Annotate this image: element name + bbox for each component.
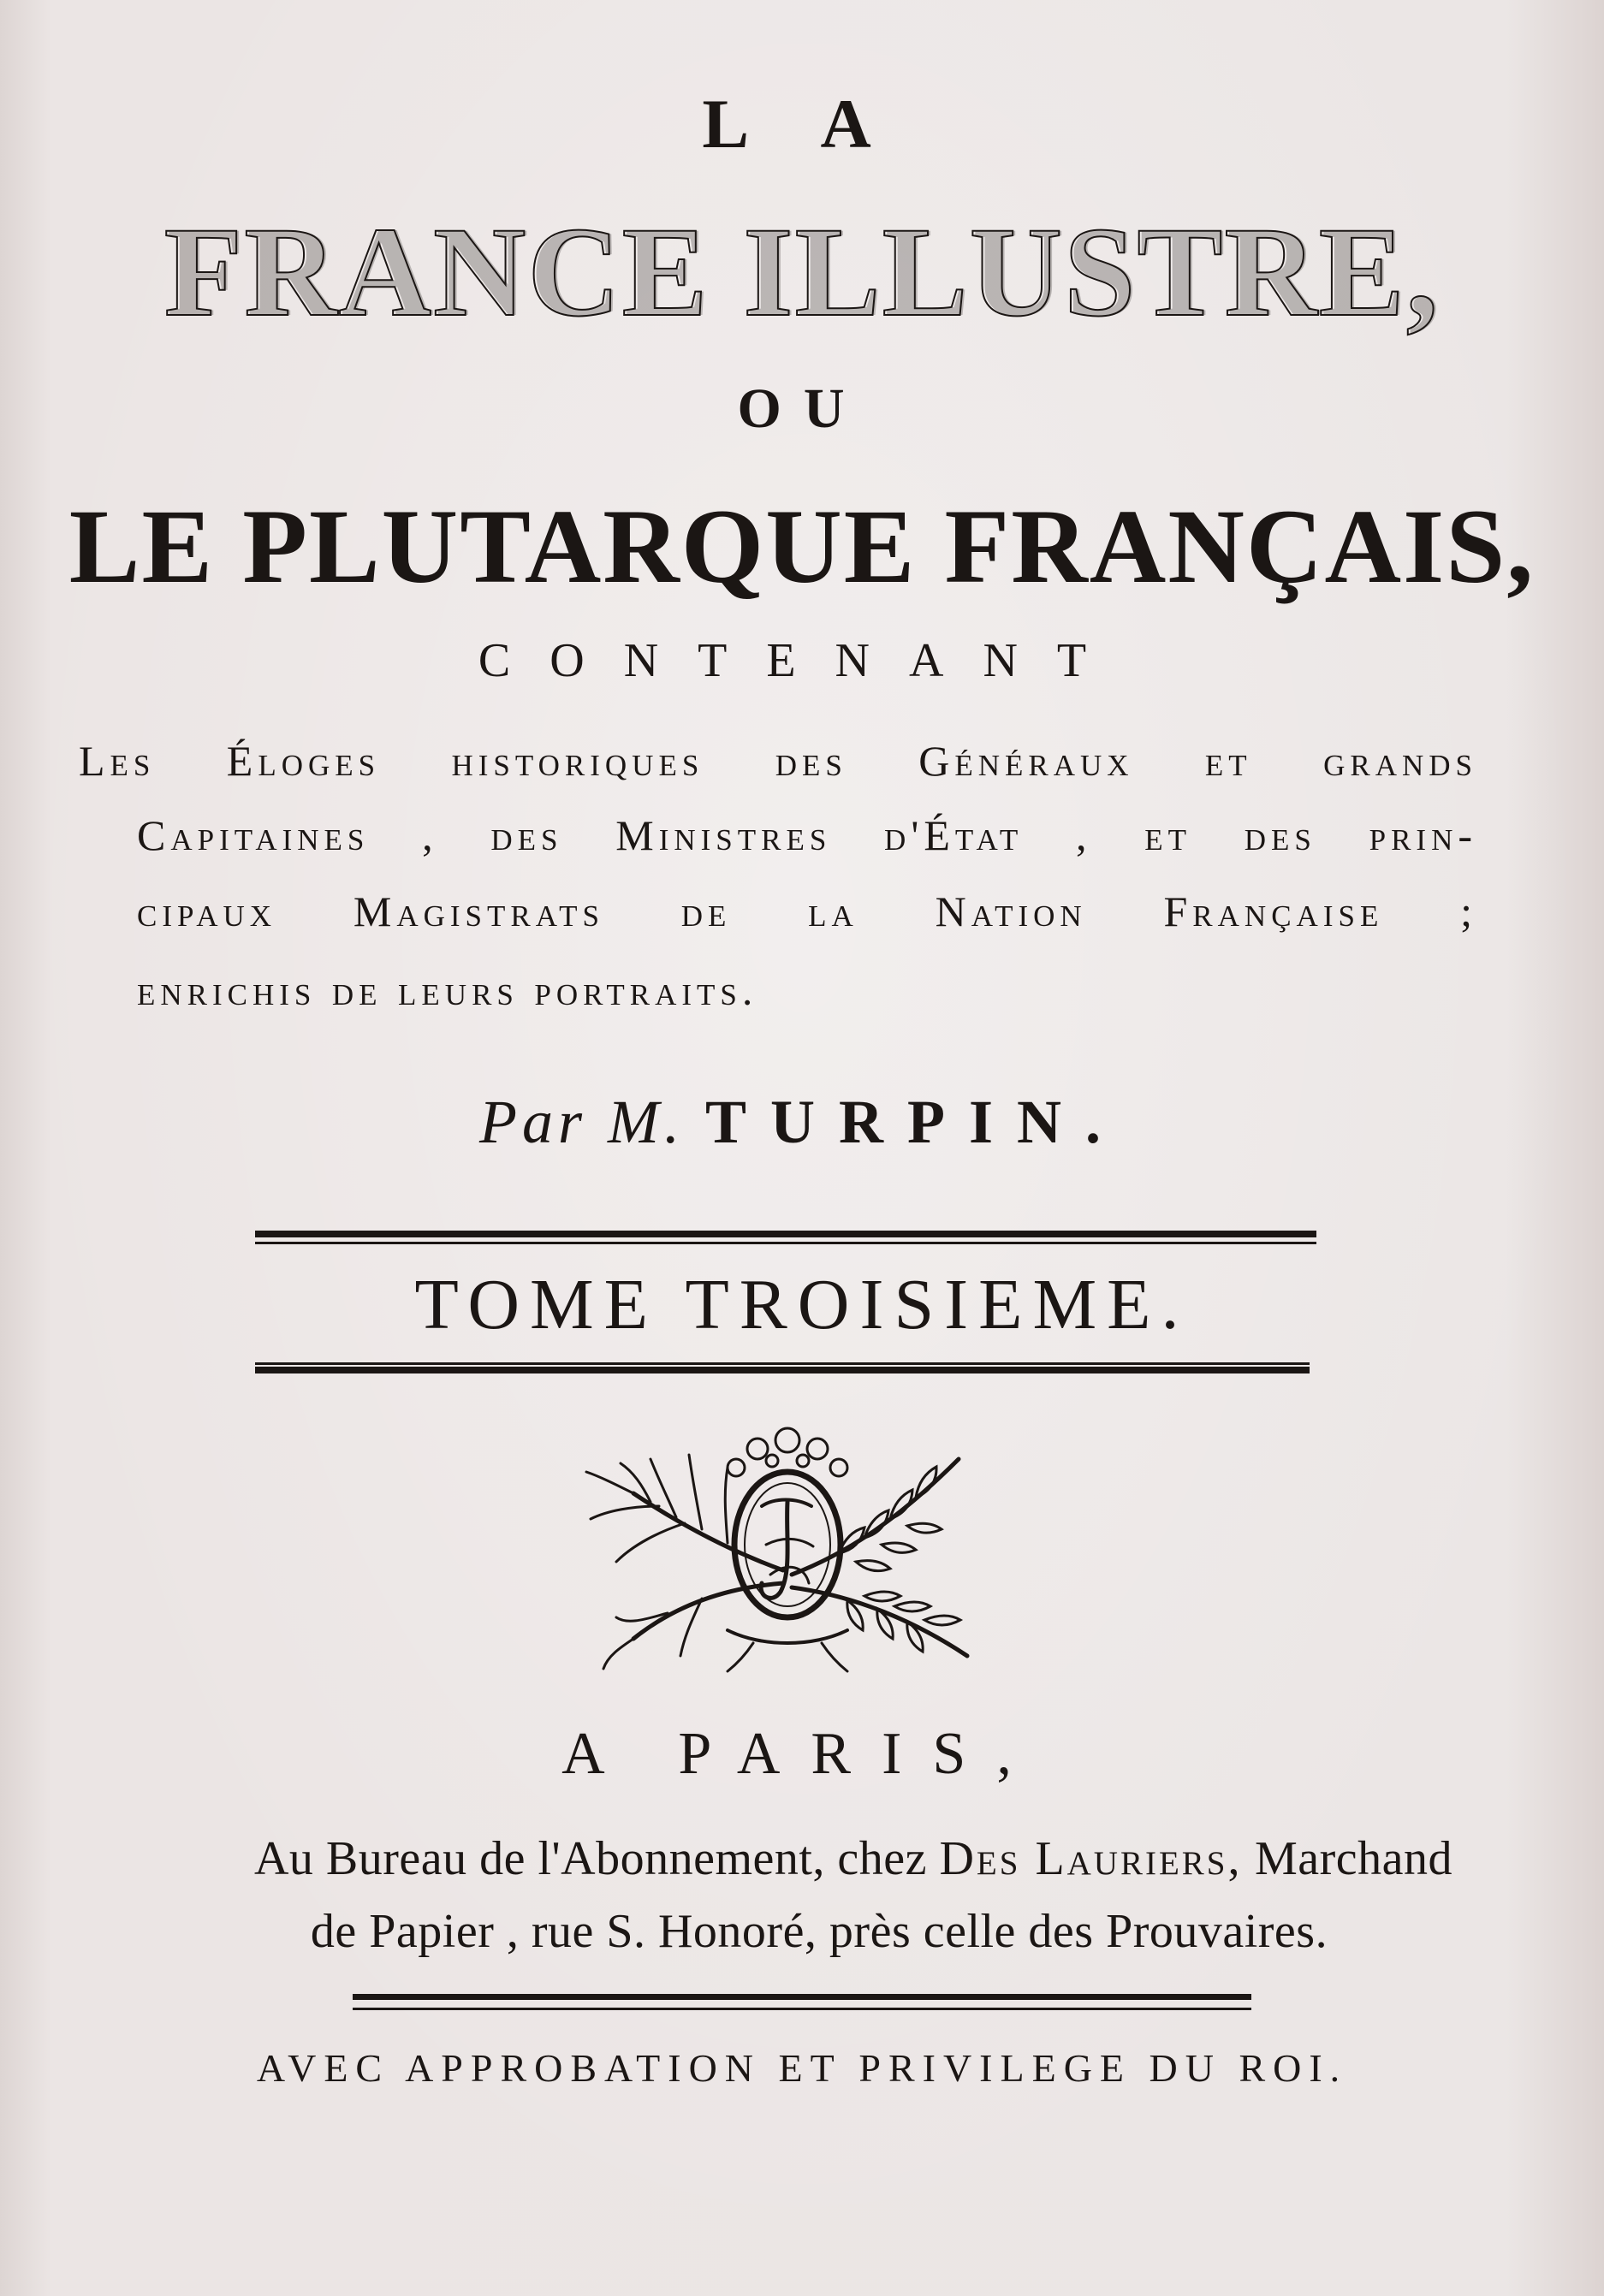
title-conjunction: OU	[737, 377, 867, 440]
bottom-rule-thin	[255, 1362, 1310, 1365]
volume-title: TOME TROISIEME.	[414, 1265, 1190, 1344]
place-of-publication: A PARIS,	[561, 1721, 1043, 1787]
alternate-title: LE PLUTARQUE FRANÇAIS,	[68, 488, 1536, 605]
imprint-publisher-prefix: Au Bureau de l'Abonnement, chez	[253, 1832, 927, 1885]
description-line-4: enrichis de leurs portraits.	[137, 966, 758, 1014]
author-prefix: Par M.	[479, 1088, 685, 1156]
top-rule-thick	[255, 1231, 1316, 1237]
author-line	[0, 1087, 1604, 1158]
description-line-3: cipaux Magistrats de la Nation Française ;	[137, 887, 1477, 935]
contents-heading: CONTENANT	[478, 634, 1126, 687]
imprint-publisher-trade: Marchand	[1255, 1832, 1453, 1885]
main-title: FRANCE ILLUSTRE,	[163, 201, 1441, 343]
monogram-cartouche-ornament-icon	[582, 1425, 993, 1673]
description-line-1: Les Éloges historiques des Généraux et grands	[79, 737, 1477, 785]
footer-rule-thin	[353, 2008, 1251, 2010]
privilege-notice: AVEC APPROBATION ET PRIVILEGE DU ROI.	[256, 2046, 1348, 2090]
description-line-2: Capitaines , des Ministres d'État , et des prin-	[137, 811, 1477, 859]
footer-rule-thick	[353, 1994, 1251, 2000]
imprint-publisher-name: Des Lauriers,	[939, 1832, 1243, 1885]
title-article: L A	[702, 85, 902, 163]
imprint-line-2: de Papier , rue S. Honoré, près celle des Prouvaires.	[310, 1905, 1328, 1958]
top-rule-thin	[255, 1242, 1316, 1244]
author-name: TURPIN.	[704, 1088, 1125, 1156]
bottom-rule-thick	[255, 1367, 1310, 1373]
imprint-line-1	[51, 1831, 1604, 1886]
